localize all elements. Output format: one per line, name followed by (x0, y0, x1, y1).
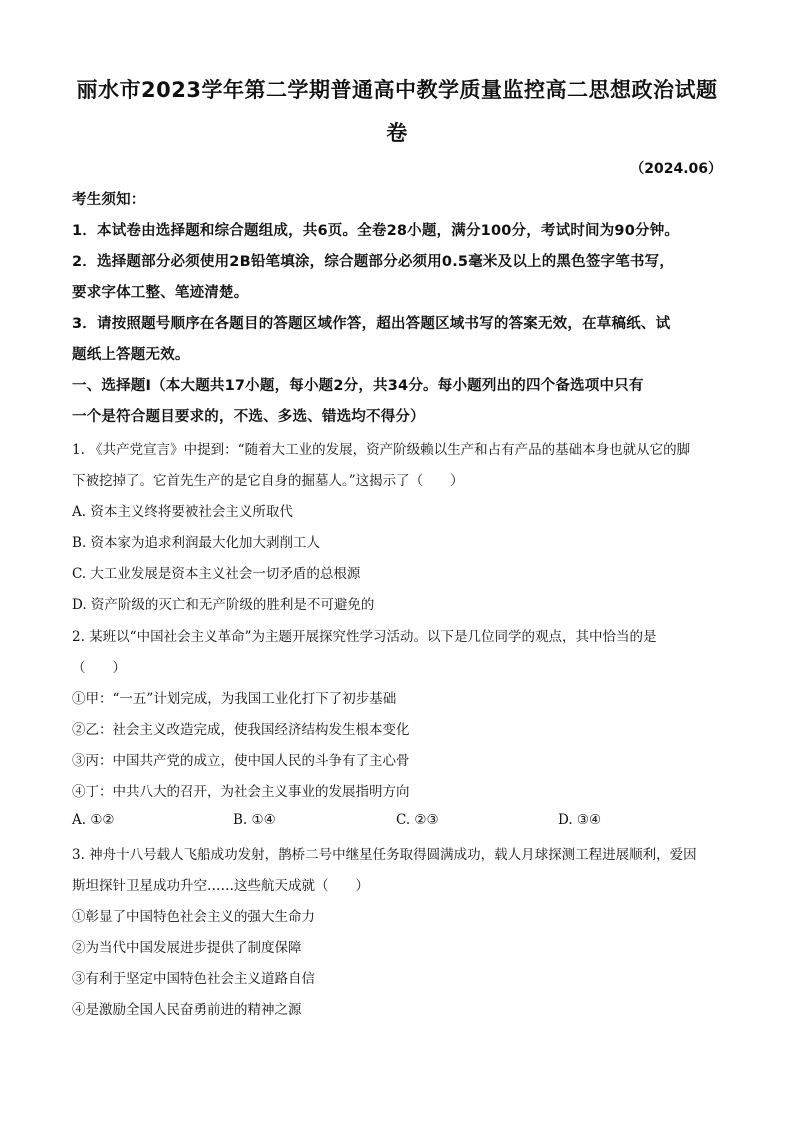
q2-statement-2: ②乙：社会主义改造完成，使我国经济结构发生根本变化 (72, 722, 410, 738)
q1-stem-line1: 1. 《共产党宣言》中提到：“随着大工业的发展，资产阶级赖以生产和占有产品的基础本身也就从它的脚 (72, 442, 691, 458)
q3-stem-line2: 斯坦探针卫星成功升空……这些航天成就（ ） (72, 878, 369, 894)
q2-option-b: B. ①④ (233, 812, 276, 828)
q1-option-c: C. 大工业发展是资本主义社会一切矛盾的总根源 (72, 566, 361, 582)
q1-option-b: B. 资本家为追求利润最大化加大剥削工人 (72, 535, 321, 551)
notice-item-3-cont: 题纸上答题无效。 (72, 347, 190, 363)
q2-statement-3: ③丙：中国共产党的成立，使中国人民的斗争有了主心骨 (72, 753, 410, 769)
q2-statement-1: ①甲：“一五”计划完成，为我国工业化打下了初步基础 (72, 691, 397, 707)
q3-statement-1: ①彰显了中国特色社会主义的强大生命力 (72, 909, 315, 925)
notice-item-2-cont: 要求字体工整、笔迹清楚。 (72, 285, 249, 301)
exam-title-line1: 丽水市2023学年第二学期普通高中教学质量监控高二思想政治试题 (76, 78, 718, 102)
notice-heading: 考生须知： (72, 192, 146, 208)
notice-item-2: 2．选择题部分必须使用2B铅笔填涂，综合题部分必须用0.5毫米及以上的黑色签字笔书写， (72, 254, 675, 270)
q2-statement-4: ④丁：中共八大的召开，为社会主义事业的发展指明方向 (72, 784, 410, 800)
q3-statement-4: ④是激励全国人民奋勇前进的精神之源 (72, 1002, 302, 1018)
q1-stem-line2: 下被挖掉了。它首先生产的是它自身的掘墓人。”这揭示了（ ） (72, 473, 464, 489)
exam-title-line2: 卷 (386, 121, 408, 145)
q2-stem-line2: （ ） (72, 660, 126, 676)
q1-option-d: D. 资产阶级的灭亡和无产阶级的胜利是不可避免的 (72, 597, 375, 613)
notice-item-3: 3．请按照题号顺序在各题目的答题区域作答，超出答题区域书写的答案无效，在草稿纸、试 (72, 316, 671, 332)
q2-stem-line1: 2. 某班以“中国社会主义革命”为主题开展探究性学习活动。以下是几位同学的观点，其中恰当的是 (72, 629, 657, 645)
q2-option-a: A. ①② (72, 812, 115, 828)
exam-date: （2024.06） (630, 161, 722, 177)
notice-item-1: 1．本试卷由选择题和综合题组成，共6页。全卷28小题，满分100分，考试时间为90分钟。 (72, 223, 680, 239)
q2-option-d: D. ③④ (558, 812, 602, 828)
section-heading-line1: 一、选择题Ⅰ（本大题共17小题，每小题2分，共34分。每小题列出的四个备选项中只有 (72, 378, 644, 394)
section-heading-line2: 一个是符合题目要求的，不选、多选、错选均不得分） (72, 409, 425, 425)
q3-statement-2: ②为当代中国发展进步提供了制度保障 (72, 940, 302, 956)
q3-statement-3: ③有利于坚定中国特色社会主义道路自信 (72, 971, 315, 987)
q2-option-c: C. ②③ (396, 812, 439, 828)
q1-option-a: A. 资本主义终将要被社会主义所取代 (72, 504, 293, 520)
q3-stem-line1: 3. 神舟十八号载人飞船成功发射，鹊桥二号中继星任务取得圆满成功，载人月球探测工程进展顺利，爱因 (72, 847, 697, 863)
